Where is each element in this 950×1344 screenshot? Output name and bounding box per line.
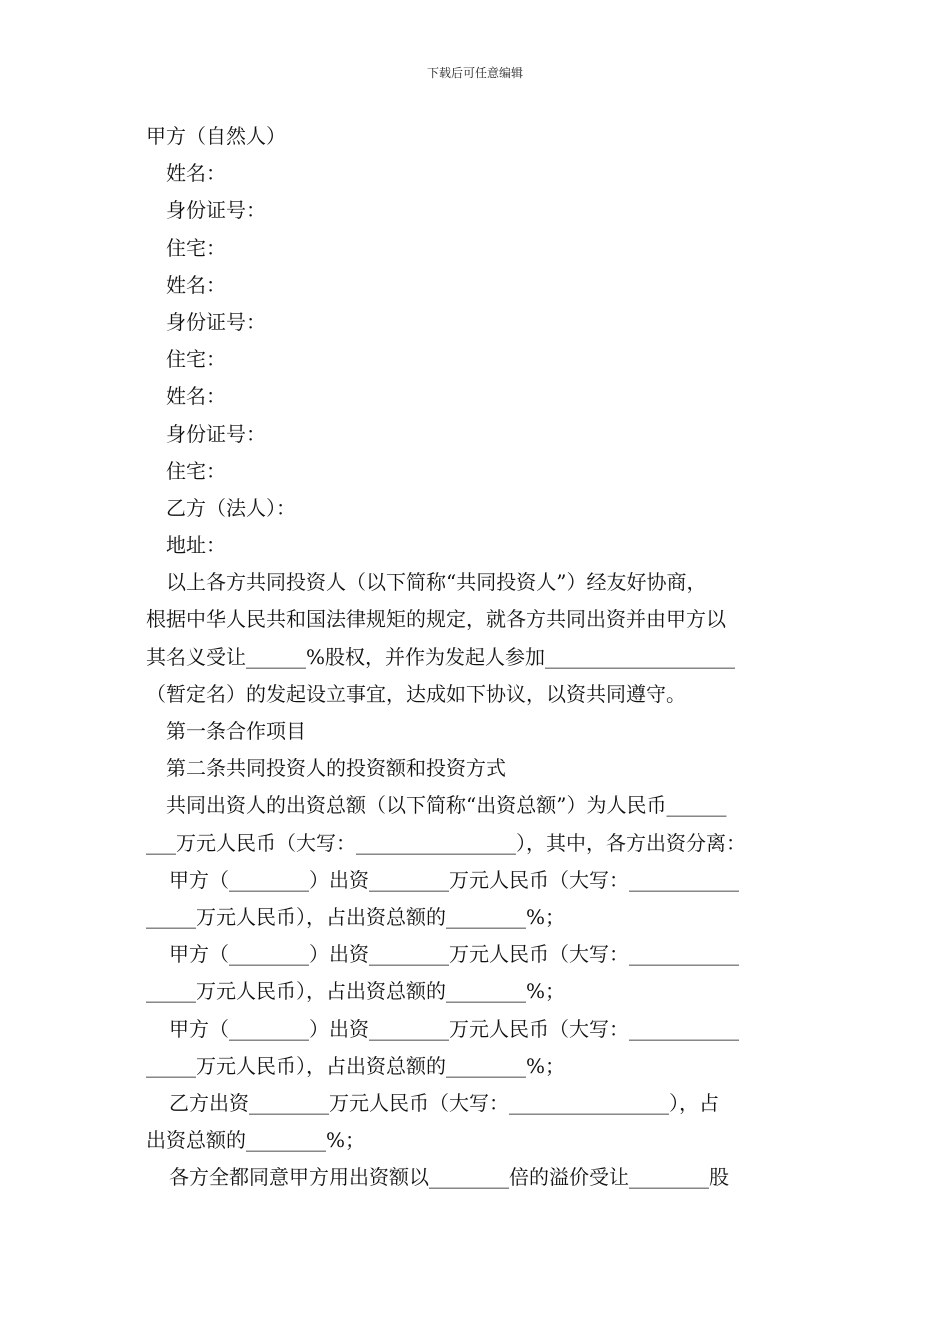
party-b-contribution-line-1: 乙方出资________万元人民币（大写：________________），占 (169, 1090, 719, 1115)
address-field-1: 住宅： (166, 235, 226, 260)
id-field-3: 身份证号： (166, 421, 266, 446)
id-field-2: 身份证号： (166, 309, 266, 334)
name-field-3: 姓名： (166, 384, 226, 409)
preamble-line-3: 其名义受让______%股权，并作为发起人参加___________________ (146, 644, 736, 669)
name-field-2: 姓名： (166, 272, 226, 297)
premium-clause-line-1: 各方全都同意甲方用出资额以________倍的溢价受让________股 (169, 1165, 729, 1190)
preamble-line-4: （暂定名）的发起设立事宜，达成如下协议，以资共同遵守。 (146, 681, 686, 706)
party-b-title: 乙方（法人）： (166, 495, 296, 520)
address-field-2: 住宅： (166, 347, 226, 372)
party-a-contribution-2-line-2: _____万元人民币），占出资总额的________%； (146, 979, 566, 1004)
party-a-contribution-1-line-1: 甲方（________）出资________万元人民币（大写：___________ (169, 867, 739, 892)
name-field-1: 姓名： (166, 161, 226, 186)
party-a-contribution-2-line-1: 甲方（________）出资________万元人民币（大写：___________ (169, 942, 739, 967)
party-a-contribution-3-line-1: 甲方（________）出资________万元人民币（大写：___________ (169, 1016, 739, 1041)
address-field-3: 住宅： (166, 458, 226, 483)
preamble-line-2: 根据中华人民共和国法律规矩的规定，就各方共同出资并由甲方以 (146, 607, 726, 632)
total-capital-line-2: ___万元人民币（大写：________________），其中，各方出资分离： (146, 830, 746, 855)
article-1-heading: 第一条合作项目 (166, 719, 306, 743)
total-capital-line-1: 共同出资人的出资总额（以下简称“出资总额”）为人民币______ (166, 793, 727, 818)
party-b-contribution-line-2: 出资总额的________%； (146, 1128, 366, 1153)
document-body (146, 118, 810, 1196)
party-a-contribution-1-line-2: _____万元人民币），占出资总额的________%； (146, 904, 566, 929)
id-field-1: 身份证号： (166, 198, 266, 223)
party-a-contribution-3-line-2: _____万元人民币），占出资总额的________%； (146, 1053, 566, 1078)
preamble-line-1: 以上各方共同投资人（以下简称“共同投资人”）经友好协商， (166, 570, 707, 595)
article-2-heading: 第二条共同投资人的投资额和投资方式 (166, 756, 506, 781)
page-header: 下载后可任意编辑 (426, 66, 523, 80)
party-a-title: 甲方（自然人） (146, 124, 286, 148)
party-b-address: 地址： (166, 533, 226, 558)
